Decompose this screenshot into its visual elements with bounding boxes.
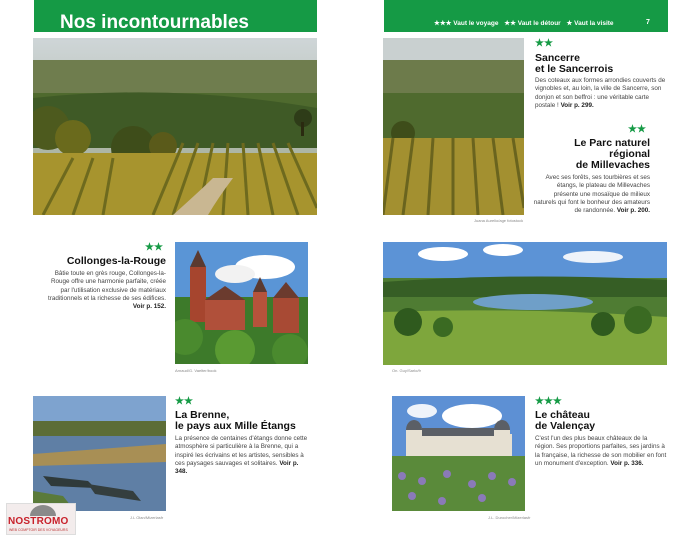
valencay-body (535, 435, 668, 468)
collonges-page-ref: Voir p. 152. (132, 303, 166, 311)
logo-name: NOSTROMO (8, 516, 69, 527)
legend-two-stars: ★★ Vaut le détour (504, 20, 561, 27)
valencay-body-text: C'est l'un des plus beaux châteaux de la région. Ses proportions parfaites, ses jardins à la française, la richesse de son mobilier en font un monument d'exception. (535, 435, 667, 467)
sancerre-photo-credit: Juana Aurelio/age fotostock (474, 218, 524, 223)
collonges-title: Collonges-la-Rouge (66, 255, 166, 267)
valencay-stars: ★★★ (535, 396, 562, 407)
brenne-photo (33, 396, 166, 511)
right-page-header-bar (384, 0, 668, 32)
millevaches-photo (383, 242, 667, 365)
brenne-body (175, 435, 308, 476)
sancerre-title-line1: Sancerre (535, 52, 580, 64)
globe-icon (28, 504, 58, 516)
sancerre-page-ref: Voir p. 299. (560, 101, 594, 109)
brenne-stars: ★★ (175, 396, 193, 407)
millevaches-title (535, 138, 650, 171)
page-title: Nos incontournables (60, 12, 249, 33)
collonges-photo (175, 242, 308, 364)
sancerre-body (535, 77, 666, 110)
millevaches-stars: ★★ (628, 124, 646, 135)
legend-three-stars: ★★★ Vaut le voyage (434, 20, 499, 27)
millevaches-title-line1: Le Parc naturel (574, 137, 650, 149)
legend-one-star: ★ Vaut la visite (566, 20, 614, 27)
brenne-title-line1: La Brenne, (175, 409, 230, 421)
valencay-photo (392, 396, 525, 511)
millevaches-body-text: Avec ses forêts, ses tourbières et ses étangs, le plateau de Millevaches présente une mosaïque de milieux naturels qui font le bonheur des amateurs de randonnée. (533, 174, 650, 215)
valencay-page-ref: Voir p. 336. (610, 459, 644, 467)
sancerre-body-text: Des coteaux aux formes arrondies couverts de vignobles et, au loin, la ville de Sancerre, son donjon et son beffroi : une véritable carte postale ! (535, 77, 666, 109)
brenne-title (175, 410, 296, 432)
brenne-body-text: La présence de centaines d'étangs donne cette atmosphère si particulière à la Brenne, qui a inspiré les écrivains et les artistes, sensibles à ces paysages sauvages et solitaires. (175, 435, 308, 467)
sancerre-title (535, 53, 613, 75)
valencay-title-line1: Le château (535, 409, 590, 421)
valencay-title (535, 410, 595, 432)
collonges-stars: ★★ (145, 242, 163, 253)
valencay-photo-credit: J.L. Durocher/Mizerlasfr (488, 515, 531, 520)
sancerre-photo (383, 38, 524, 215)
brenne-photo-credit: J.L Olan/Mizerlasfr (130, 515, 164, 520)
star-legend (434, 19, 618, 27)
brenne-page-ref: Voir p. 348. (175, 459, 299, 476)
page-number: 7 (646, 19, 650, 26)
collonges-body (46, 270, 166, 311)
collonges-body-text: Bâtie toute en grès rouge, Collonges-la-Rouge offre une harmonie parfaite, créée par l'utilisation exclusive de matériaux traditionnels et la richesse de ses édifices. (48, 270, 166, 302)
millevaches-title-line2: régional (609, 148, 650, 160)
millevaches-body (531, 174, 650, 215)
sancerre-stars: ★★ (535, 38, 553, 49)
millevaches-photo-credit: On. Guy/Sarlo/fr (392, 368, 421, 373)
collonges-photo-credit: Arnaud/G. Vaelter/book (175, 368, 217, 373)
millevaches-title-line3: de Millevaches (575, 159, 650, 171)
valencay-title-line2: de Valençay (535, 420, 596, 432)
logo-tagline: WEB COMPTOIR DES VOYAGEURS (9, 528, 68, 532)
sancerre-title-line2: et le Sancerrois (535, 63, 614, 75)
brenne-title-line2: le pays aux Mille Étangs (175, 420, 296, 432)
vineyard-photo (33, 38, 317, 215)
millevaches-page-ref: Voir p. 200. (616, 207, 650, 215)
